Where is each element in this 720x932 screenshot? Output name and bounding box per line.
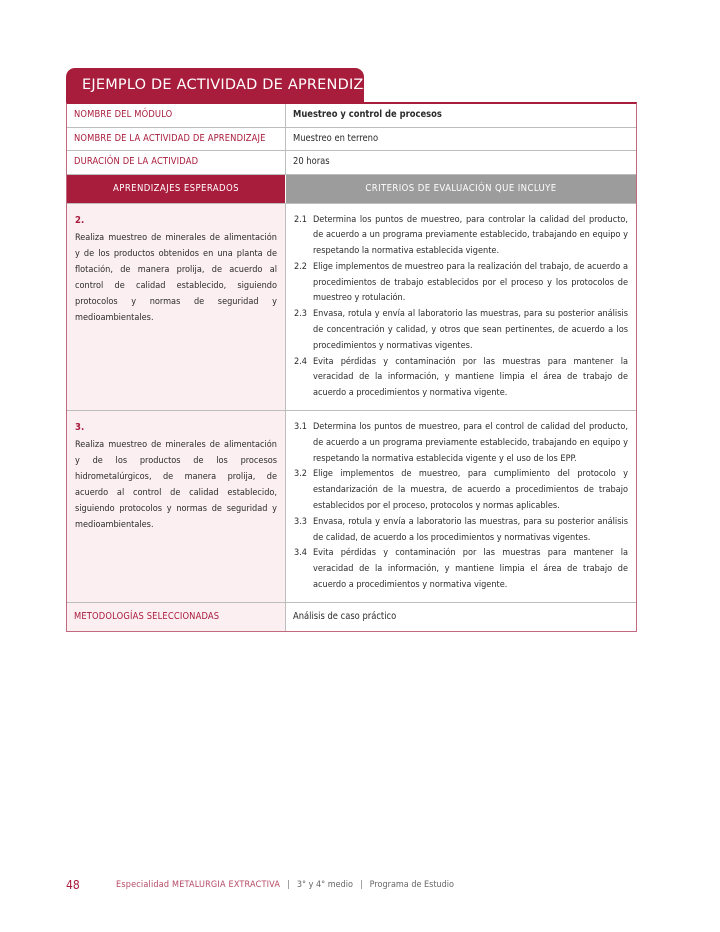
- module-name-row: [67, 104, 636, 127]
- criteria-text: Elige implementos de muestreo para la realización del trabajo, de acuerdo a procedimientos de trabajo establecidos por el proceso y los protocolos de muestreo y rotulación.: [313, 261, 628, 304]
- criteria-item: [294, 546, 628, 593]
- criteria-item: [294, 213, 628, 260]
- criteria-text: Evita pérdidas y contaminación por las muestras para mantener la veracidad de la información, y mantiene limpia el área de trabajo de acuerdo a procedimientos y normativa vigente.: [313, 548, 628, 591]
- methodology-value: Análisis de caso práctico: [286, 603, 636, 631]
- duration-value: 20 horas: [286, 151, 636, 174]
- learning-row: [67, 410, 636, 602]
- criteria-text: Determina los puntos de muestreo, para controlar la calidad del producto, de acuerdo a un programa previamente establecido, trabajando en equipo y respetando la normativa establecida vigente.: [313, 214, 628, 257]
- activity-table: [66, 102, 637, 632]
- criteria-item: [294, 355, 628, 402]
- module-name-label: NOMBRE DEL MÓDULO: [67, 104, 286, 127]
- page-title: EJEMPLO DE ACTIVIDAD DE APRENDIZAJE: [66, 68, 364, 102]
- criteria-item: [294, 420, 628, 467]
- learning-text: Realiza muestreo de minerales de alimentación y de los productos de los procesos hidrometalúrgicos, de manera prolija, de acuerdo al control de calidad establecido, siguiendo protocolos y normas de seguridad y medioambientales.: [75, 440, 277, 531]
- criteria-text: Envasa, rotula y envía al laboratorio las muestras, para su posterior análisis de concentración y calidad, y otros que sean pertinentes, de acuerdo a los procedimientos y normativas vigentes.: [313, 309, 628, 351]
- learning-number: 3.: [75, 422, 85, 434]
- methodology-row: [67, 602, 636, 631]
- column-header-row: [67, 174, 636, 203]
- learning-number: 2.: [75, 214, 85, 226]
- footer-separator: |: [287, 880, 290, 890]
- criteria-column-header: CRITERIOS DE EVALUACIÓN QUE INCLUYE: [286, 175, 636, 203]
- criteria-number: 3.2: [294, 469, 308, 480]
- learning-text: Realiza muestreo de minerales de alimentación y de los productos obtenidos en una planta de flotación, de manera prolija, de acuerdo al control de calidad establecido, siguiendo protocolos y normas de seguridad y medioambientales.: [75, 232, 277, 323]
- learning-description: [67, 204, 286, 411]
- criteria-item: [294, 260, 628, 307]
- criteria-number: 3.1: [294, 422, 308, 433]
- activity-name-value: Muestreo en terreno: [286, 128, 636, 151]
- duration-row: [67, 150, 636, 174]
- methodology-label: METODOLOGÍAS SELECCIONADAS: [67, 603, 286, 631]
- criteria-number: 2.2: [294, 261, 308, 272]
- criteria-text: Evita pérdidas y contaminación por las muestras para mantener la veracidad de la información, y mantiene limpia el área de trabajo de acuerdo a procedimientos y normativa vigente.: [313, 356, 628, 399]
- learning-row: [67, 203, 636, 411]
- criteria-number: 3.4: [294, 548, 308, 559]
- learning-description: [67, 411, 286, 602]
- criteria-item: [294, 467, 628, 514]
- activity-name-label: NOMBRE DE LA ACTIVIDAD DE APRENDIZAJE: [67, 128, 286, 151]
- criteria-number: 2.3: [294, 309, 308, 320]
- criteria-number: 2.1: [294, 214, 308, 225]
- activity-name-row: [67, 127, 636, 151]
- criteria-text: Determina los puntos de muestreo, para el control de calidad del producto, de acuerdo a un programa previamente establecido, trabajando en equipo y respetando la normativa establecida vigente y el uso de los EPP.: [313, 422, 628, 464]
- criteria-text: Elige implementos de muestreo, para cumplimiento del protocolo y estandarización de la muestra, de acuerdo a procedimientos de trabajo establecidos por el proceso, protocolos y normas aplicables.: [313, 469, 628, 512]
- page-footer: [66, 878, 454, 892]
- footer-program: Programa de Estudio: [369, 880, 455, 890]
- module-name-value: Muestreo y control de procesos: [286, 104, 636, 127]
- criteria-list: [286, 204, 636, 411]
- criteria-item: [294, 307, 628, 354]
- criteria-number: 3.3: [294, 516, 308, 527]
- criteria-text: Envasa, rotula y envía a laboratorio las muestras, para su posterior análisis de calidad, de acuerdo a los procedimientos y normativas vigentes.: [313, 516, 628, 543]
- criteria-item: [294, 515, 628, 547]
- criteria-number: 2.4: [294, 356, 308, 367]
- page-number: 48: [66, 878, 80, 892]
- footer-grade: 3° y 4° medio: [296, 880, 353, 890]
- duration-label: DURACIÓN DE LA ACTIVIDAD: [67, 151, 286, 174]
- footer-separator: |: [359, 880, 363, 890]
- criteria-list: [286, 411, 636, 602]
- footer-specialty: Especialidad METALURGIA EXTRACTIVA: [116, 880, 281, 890]
- learnings-column-header: APRENDIZAJES ESPERADOS: [67, 175, 286, 203]
